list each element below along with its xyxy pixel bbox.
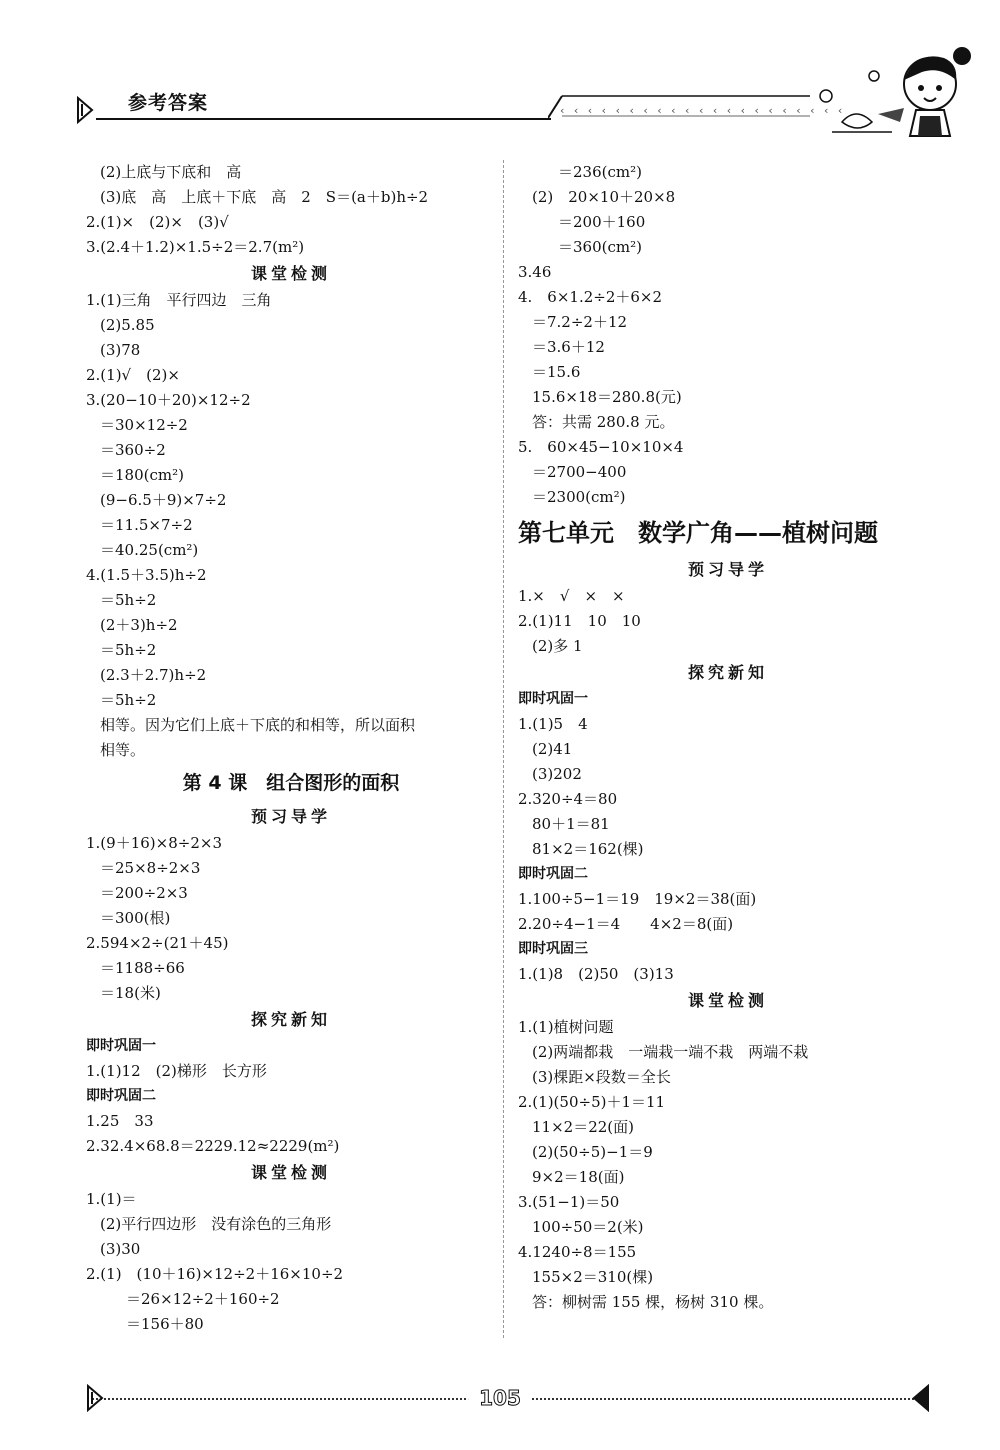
answer-line: 11×2＝22(面) — [532, 1118, 634, 1136]
answer-line: ＝2300(cm²) — [532, 488, 626, 506]
answer-line: 81×2＝162(棵) — [532, 840, 644, 858]
answer-line: 155×2＝310(棵) — [532, 1268, 654, 1286]
answer-line: 1.25 33 — [86, 1112, 154, 1130]
answer-line: 2.(1)× (2)× (3)√ — [86, 213, 229, 231]
answer-line: 2.594×2÷(21＋45) — [86, 934, 229, 952]
section-heading: 预习导学 — [687, 560, 768, 579]
answer-line: ＝3.6＋12 — [532, 338, 605, 356]
answer-line: ＝5h÷2 — [100, 691, 157, 709]
answer-line: 4.(1.5＋3.5)h÷2 — [86, 566, 207, 584]
answer-line: (3)棵距×段数＝全长 — [532, 1068, 671, 1086]
answer-line: 3.(51−1)＝50 — [518, 1193, 620, 1211]
answer-line: 1.(9＋16)×8÷2×3 — [86, 834, 222, 852]
answer-line: ＝1188÷66 — [100, 959, 185, 977]
footer-left-bookmark-icon — [86, 1384, 104, 1412]
footer-right-bookmark-icon — [912, 1384, 930, 1412]
answer-line: 2.20÷4−1＝4 4×2＝8(面) — [518, 915, 734, 933]
answer-line: 1.(1)8 (2)50 (3)13 — [518, 965, 674, 983]
column-divider — [503, 160, 504, 1338]
girl-mascot-icon — [812, 36, 972, 140]
answer-line: 相等。 — [100, 741, 146, 759]
answer-line: (2.3＋2.7)h÷2 — [100, 666, 207, 684]
header-title: 参考答案 — [128, 92, 209, 114]
answer-line: 答：柳树需 155 棵，杨树 310 棵。 — [532, 1293, 774, 1311]
answer-line: 2.(1) (10＋16)×12÷2＋16×10÷2 — [86, 1265, 344, 1283]
subsection-heading: 即时巩固一 — [86, 1038, 156, 1054]
answer-line: 3.46 — [518, 263, 552, 281]
section-heading: 课堂检测 — [250, 264, 331, 283]
answer-line: ＝180(cm²) — [100, 466, 184, 484]
answer-line: 5. 60×45−10×10×4 — [518, 438, 684, 456]
answer-line: 100÷50＝2(米) — [532, 1218, 644, 1236]
answer-line: ＝30×12÷2 — [100, 416, 188, 434]
header-arrow-pattern: ‹ ‹ ‹ ‹ ‹ ‹ ‹ ‹ ‹ ‹ ‹ ‹ ‹ ‹ ‹ ‹ ‹ ‹ ‹ ‹ ‹ — [560, 104, 846, 117]
page-header — [0, 0, 1000, 140]
answer-line: ＝360÷2 — [100, 441, 166, 459]
section-heading: 课堂检测 — [687, 991, 768, 1010]
answer-line: (2) 20×10＋20×8 — [532, 188, 676, 206]
answer-line: 1.(1)三角 平行四边 三角 — [86, 291, 272, 309]
subsection-heading: 即时巩固三 — [518, 941, 588, 957]
answer-line: ＝200＋160 — [558, 213, 646, 231]
subsection-heading: 即时巩固二 — [86, 1088, 156, 1104]
answer-line: ＝360(cm²) — [558, 238, 642, 256]
answer-line: 相等。因为它们上底＋下底的和相等，所以面积 — [100, 716, 416, 734]
section-heading: 探究新知 — [250, 1010, 331, 1029]
answer-line: 1.(1)12 (2)梯形 长方形 — [86, 1062, 267, 1080]
left-column — [86, 160, 496, 1337]
section-heading: 预习导学 — [250, 807, 331, 826]
answer-line: (2)上底与下底和 高 — [100, 163, 242, 181]
answer-line: 4. 6×1.2÷2＋6×2 — [518, 288, 663, 306]
answer-line: 15.6×18＝280.8(元) — [532, 388, 682, 406]
answer-line: 答：共需 280.8 元。 — [532, 413, 675, 431]
page-number: 105 — [468, 1382, 532, 1414]
answer-line: 1.100÷5−1＝19 19×2＝38(面) — [518, 890, 757, 908]
answer-line: 4.1240÷8＝155 — [518, 1243, 637, 1261]
answer-line: 1.(1)5 4 — [518, 715, 588, 733]
answer-line: ＝2700−400 — [532, 463, 627, 481]
answer-line: 2.(1)(50÷5)＋1＝11 — [518, 1093, 666, 1111]
answer-line: 3.(2.4＋1.2)×1.5÷2＝2.7(m²) — [86, 238, 305, 256]
answer-line: (3)78 — [100, 341, 141, 359]
answer-line: ＝18(米) — [100, 984, 161, 1002]
answer-line: (9−6.5＋9)×7÷2 — [100, 491, 227, 509]
answer-line: 2.(1)√ (2)× — [86, 366, 180, 384]
right-column — [518, 160, 938, 1315]
answer-line: 1.× √ × × — [518, 587, 625, 605]
answer-line: (2＋3)h÷2 — [100, 616, 178, 634]
answer-line: 80＋1＝81 — [532, 815, 610, 833]
answer-line: (3)底 高 上底＋下底 高 2 S＝(a＋b)h÷2 — [100, 188, 429, 206]
answer-line: (3)202 — [532, 765, 582, 783]
answer-line: ＝300(根) — [100, 909, 171, 927]
answer-line: ＝25×8÷2×3 — [100, 859, 201, 877]
answer-line: (2)(50÷5)−1＝9 — [532, 1143, 653, 1161]
subsection-heading: 即时巩固二 — [518, 866, 588, 882]
answer-line: (3)30 — [100, 1240, 141, 1258]
answer-line: (2)两端都栽 一端栽一端不栽 两端不栽 — [532, 1043, 809, 1061]
answer-line: (2)平行四边形 没有涂色的三角形 — [100, 1215, 332, 1233]
answer-line: ＝5h÷2 — [100, 591, 157, 609]
answer-line: 9×2＝18(面) — [532, 1168, 625, 1186]
answer-line: ＝156＋80 — [126, 1315, 204, 1333]
subsection-heading: 即时巩固一 — [518, 691, 588, 707]
unit-title: 第七单元 数学广角——植树问题 — [518, 519, 878, 547]
answer-line: 3.(20−10＋20)×12÷2 — [86, 391, 251, 409]
section-heading: 课堂检测 — [250, 1163, 331, 1182]
header-bookmark-icon — [76, 96, 94, 124]
answer-line: ＝26×12÷2＋160÷2 — [126, 1290, 280, 1308]
answer-line: ＝11.5×7÷2 — [100, 516, 193, 534]
answer-line: 2.(1)11 10 10 — [518, 612, 641, 630]
lesson-title: 第 4 课 组合图形的面积 — [182, 772, 400, 794]
answer-line: ＝40.25(cm²) — [100, 541, 199, 559]
answer-line: ＝200÷2×3 — [100, 884, 188, 902]
answer-line: 2.320÷4＝80 — [518, 790, 618, 808]
answer-line: 1.(1)植树问题 — [518, 1018, 614, 1036]
header-rule — [96, 118, 551, 120]
answer-line: (2)多 1 — [532, 637, 583, 655]
answer-line: (2)41 — [532, 740, 573, 758]
answer-line: ＝7.2÷2＋12 — [532, 313, 628, 331]
answer-line: ＝5h÷2 — [100, 641, 157, 659]
answer-line: 2.32.4×68.8＝2229.12≈2229(m²) — [86, 1137, 340, 1155]
answer-line: (2)5.85 — [100, 316, 155, 334]
answer-line: 1.(1)＝ — [86, 1190, 137, 1208]
section-heading: 探究新知 — [687, 663, 768, 682]
answer-line: ＝15.6 — [532, 363, 581, 381]
answer-line: ＝236(cm²) — [558, 163, 642, 181]
